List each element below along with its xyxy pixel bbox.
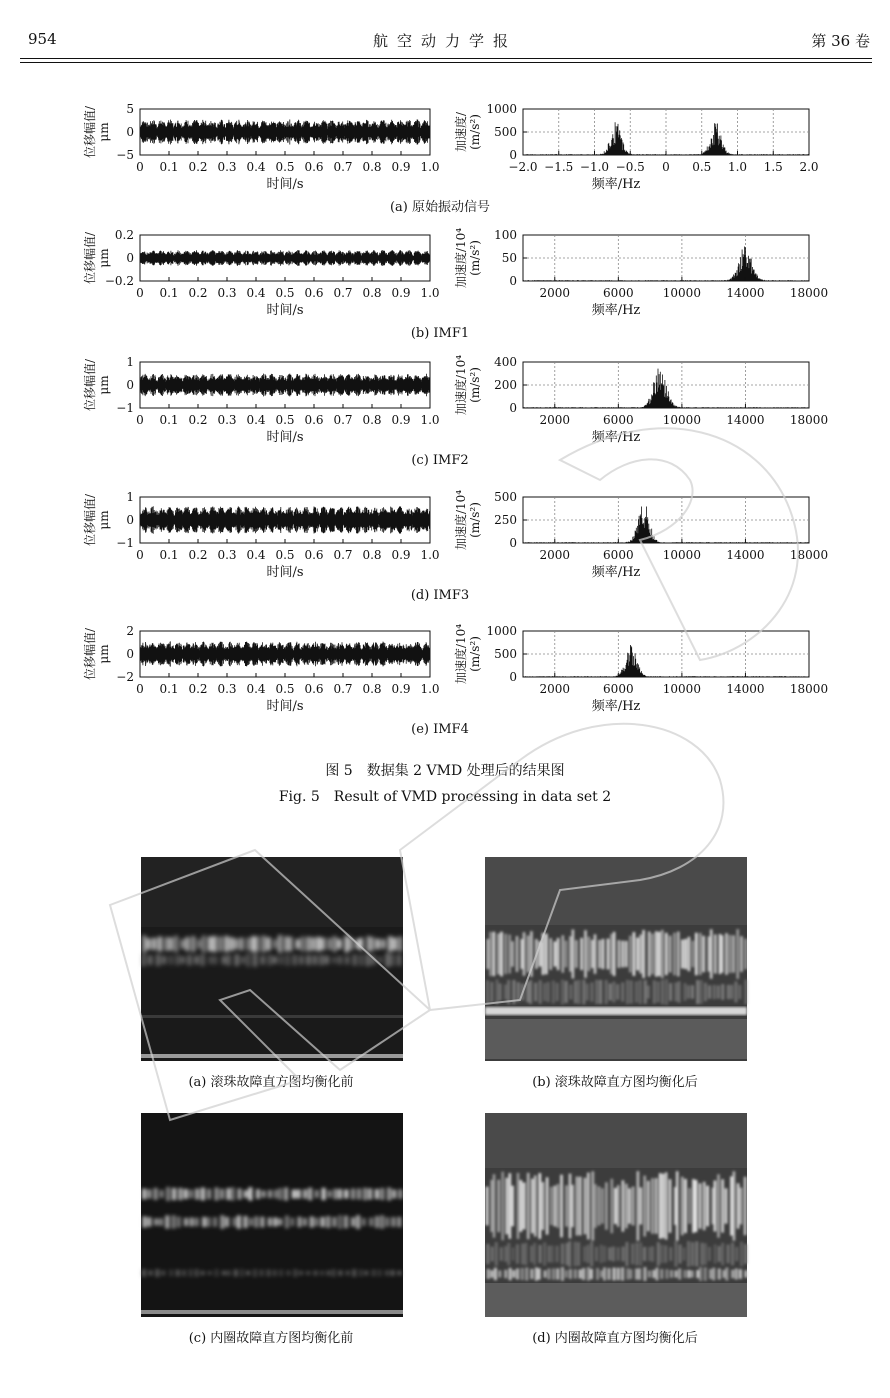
freq-axis-label: 频率/Hz xyxy=(591,565,641,580)
x-tick-label: 0.6 xyxy=(304,286,324,300)
y-tick-label: 0 xyxy=(126,378,134,392)
x-tick-label: 0 xyxy=(136,160,144,174)
subfigure-caption: (e) IMF4 xyxy=(411,722,469,737)
caption-panel-c: (c) 内圈故障直方图均衡化前 xyxy=(188,1331,354,1346)
time-axis-label: 时间/s xyxy=(266,177,304,192)
x-tick-label: 1.0 xyxy=(420,548,440,562)
x-tick-label: 2000 xyxy=(539,286,571,300)
spectrogram-inner-before xyxy=(141,1113,403,1317)
x-tick-label: 0.7 xyxy=(333,682,353,696)
x-tick-label: 10000 xyxy=(662,413,701,427)
header-rule-bottom xyxy=(20,62,872,63)
x-tick-label: 0.1 xyxy=(159,682,179,696)
time-axis-label: 时间/s xyxy=(266,699,304,714)
x-tick-label: 2000 xyxy=(539,413,571,427)
x-tick-label: 0.4 xyxy=(246,286,266,300)
freq-axis-label: 频率/Hz xyxy=(591,177,641,192)
caption-panel-b: (b) 滚珠故障直方图均衡化后 xyxy=(532,1075,698,1090)
subfigure-caption: (b) IMF1 xyxy=(410,326,470,341)
subfigure-caption: (d) IMF3 xyxy=(410,588,470,603)
freq-axis-label: 频率/Hz xyxy=(591,430,641,445)
freq-axis-label: 频率/Hz xyxy=(591,303,641,318)
x-tick-label: 0.7 xyxy=(333,548,353,562)
freq-y-label: 加速度/10⁴(m/s²) xyxy=(454,489,482,551)
x-tick-label: 0.7 xyxy=(333,413,353,427)
x-tick-label: 18000 xyxy=(789,548,829,562)
x-tick-label: 6000 xyxy=(603,413,634,427)
x-tick-label: 14000 xyxy=(726,286,765,300)
x-tick-label: 1.0 xyxy=(420,682,440,696)
x-tick-label: 0.5 xyxy=(692,160,712,174)
y-tick-label: 0 xyxy=(126,251,134,265)
x-tick-label: 14000 xyxy=(726,682,765,696)
y-tick-label: 250 xyxy=(494,513,517,527)
x-tick-label: 0.5 xyxy=(275,413,295,427)
x-tick-label: 0.2 xyxy=(188,682,208,696)
x-tick-label: −2.0 xyxy=(508,160,538,174)
x-tick-label: 10000 xyxy=(662,286,701,300)
y-tick-label: 50 xyxy=(501,251,517,265)
y-tick-label: 400 xyxy=(494,355,517,369)
x-tick-label: 0.7 xyxy=(333,160,353,174)
x-tick-label: 0.7 xyxy=(333,286,353,300)
x-tick-label: 0 xyxy=(136,548,144,562)
x-tick-label: 0.4 xyxy=(246,682,266,696)
x-tick-label: 6000 xyxy=(603,548,634,562)
x-tick-label: 0.9 xyxy=(391,548,411,562)
time-y-label: 位移幅值/μm xyxy=(83,105,111,159)
figure-5-row-2 xyxy=(82,228,828,341)
x-tick-label: 0.5 xyxy=(275,286,295,300)
figure-5-row-4 xyxy=(82,490,828,603)
freq-plot-frame xyxy=(523,109,809,155)
x-tick-label: 6000 xyxy=(603,286,634,300)
x-tick-label: 0.3 xyxy=(217,160,237,174)
x-tick-label: 0.3 xyxy=(217,682,237,696)
time-axis-label: 时间/s xyxy=(266,303,304,318)
y-tick-label: 1000 xyxy=(486,624,517,638)
page-number: 954 xyxy=(28,30,57,48)
y-tick-label: 0 xyxy=(509,401,517,415)
x-tick-label: 14000 xyxy=(726,413,765,427)
y-tick-label: 1 xyxy=(126,355,134,369)
x-tick-label: 10000 xyxy=(662,682,701,696)
spectrogram-inner-after xyxy=(485,1113,747,1317)
x-tick-label: 18000 xyxy=(789,413,829,427)
x-tick-label: 0.6 xyxy=(304,548,324,562)
y-tick-label: 0 xyxy=(509,274,517,288)
time-y-label: 位移幅值/μm xyxy=(83,358,111,412)
time-y-label: 位移幅值/μm xyxy=(83,627,111,681)
x-tick-label: 0 xyxy=(136,682,144,696)
time-y-label: 位移幅值/μm xyxy=(83,493,111,547)
y-tick-label: 500 xyxy=(494,125,517,139)
x-tick-label: 0.5 xyxy=(275,682,295,696)
x-tick-label: 0.1 xyxy=(159,160,179,174)
x-tick-label: 0.4 xyxy=(246,413,266,427)
y-tick-label: 0 xyxy=(509,670,517,684)
y-tick-label: 0 xyxy=(126,513,134,527)
header-rule-top xyxy=(20,58,872,59)
y-tick-label: 200 xyxy=(494,378,517,392)
x-tick-label: 0.6 xyxy=(304,413,324,427)
x-tick-label: 0.3 xyxy=(217,286,237,300)
volume-label: 第 36 卷 xyxy=(811,32,870,50)
x-tick-label: 0.9 xyxy=(391,286,411,300)
y-tick-label: −1 xyxy=(116,401,134,415)
y-tick-label: 100 xyxy=(494,228,517,242)
x-tick-label: 1.0 xyxy=(727,160,748,174)
y-tick-label: −2 xyxy=(116,670,134,684)
x-tick-label: 0.1 xyxy=(159,286,179,300)
caption-panel-a: (a) 滚珠故障直方图均衡化前 xyxy=(188,1075,354,1090)
x-tick-label: 0.2 xyxy=(188,413,208,427)
freq-plot-frame xyxy=(523,631,809,677)
figure-5-row-1 xyxy=(82,102,819,215)
x-tick-label: 1.0 xyxy=(420,160,440,174)
x-tick-label: 0.8 xyxy=(362,286,382,300)
x-tick-label: 0.3 xyxy=(217,413,237,427)
freq-y-label: 加速度/10⁴(m/s²) xyxy=(454,354,482,416)
x-tick-label: 0.9 xyxy=(391,160,411,174)
x-tick-label: 0.1 xyxy=(159,413,179,427)
x-tick-label: 6000 xyxy=(603,682,634,696)
freq-axis-label: 频率/Hz xyxy=(591,699,641,714)
x-tick-label: 0.6 xyxy=(304,160,324,174)
x-tick-label: 0 xyxy=(662,160,670,174)
y-tick-label: 0 xyxy=(509,148,517,162)
x-tick-label: 10000 xyxy=(662,548,701,562)
freq-y-label: 加速度/10⁴(m/s²) xyxy=(454,227,482,289)
y-tick-label: −5 xyxy=(116,148,134,162)
y-tick-label: 0.2 xyxy=(114,228,134,242)
figure-5-caption-en: Fig. 5 Result of VMD processing in data set 2 xyxy=(278,789,612,805)
x-tick-label: 1.5 xyxy=(763,160,783,174)
y-tick-label: 500 xyxy=(494,490,517,504)
freq-y-label: 加速度/(m/s²) xyxy=(454,111,482,153)
time-y-label: 位移幅值/μm xyxy=(83,231,111,285)
x-tick-label: 0.2 xyxy=(188,548,208,562)
x-tick-label: 0.3 xyxy=(217,548,237,562)
subfigure-caption: (c) IMF2 xyxy=(411,453,469,468)
x-tick-label: 0.2 xyxy=(188,286,208,300)
x-tick-label: 0.2 xyxy=(188,160,208,174)
x-tick-label: −1.5 xyxy=(544,160,574,174)
figure-5-vmd-plots xyxy=(68,100,829,740)
x-tick-label: 0.4 xyxy=(246,548,266,562)
freq-y-label: 加速度/10⁴(m/s²) xyxy=(454,623,482,685)
x-tick-label: 1.0 xyxy=(420,413,440,427)
x-tick-label: 18000 xyxy=(789,286,829,300)
x-tick-label: 0.9 xyxy=(391,682,411,696)
x-tick-label: 0.8 xyxy=(362,160,382,174)
time-axis-label: 时间/s xyxy=(266,565,304,580)
spectrogram-ball-after xyxy=(485,857,747,1061)
y-tick-label: 0 xyxy=(509,536,517,550)
x-tick-label: 1.0 xyxy=(420,286,440,300)
x-tick-label: 0.5 xyxy=(275,160,295,174)
y-tick-label: −0.2 xyxy=(104,274,134,288)
figure-5-row-5 xyxy=(82,624,828,737)
x-tick-label: 18000 xyxy=(789,682,829,696)
y-tick-label: 5 xyxy=(126,102,134,116)
y-tick-label: −1 xyxy=(116,536,134,550)
x-tick-label: 0 xyxy=(136,286,144,300)
spectrogram-ball-before xyxy=(141,857,403,1061)
x-tick-label: 0.8 xyxy=(362,413,382,427)
y-tick-label: 1 xyxy=(126,490,134,504)
y-tick-label: 0 xyxy=(126,647,134,661)
x-tick-label: 0.9 xyxy=(391,413,411,427)
freq-plot-frame xyxy=(523,497,809,543)
x-tick-label: 0.1 xyxy=(159,548,179,562)
x-tick-label: 2000 xyxy=(539,682,571,696)
journal-title: 航空动力学报 xyxy=(372,32,517,50)
y-tick-label: 1000 xyxy=(486,102,517,116)
x-tick-label: 0 xyxy=(136,413,144,427)
y-tick-label: 500 xyxy=(494,647,517,661)
x-tick-label: 0.8 xyxy=(362,682,382,696)
figure-5-row-3 xyxy=(82,355,828,468)
x-tick-label: 2.0 xyxy=(799,160,819,174)
figure-5-caption-cn: 图 5 数据集 2 VMD 处理后的结果图 xyxy=(325,763,565,779)
x-tick-label: 14000 xyxy=(726,548,765,562)
x-tick-label: 0.8 xyxy=(362,548,382,562)
y-tick-label: 0 xyxy=(126,125,134,139)
x-tick-label: 0.4 xyxy=(246,160,266,174)
caption-panel-d: (d) 内圈故障直方图均衡化后 xyxy=(532,1331,698,1346)
x-tick-label: 0.6 xyxy=(304,682,324,696)
x-tick-label: 2000 xyxy=(539,548,571,562)
x-tick-label: −1.0 xyxy=(579,160,610,174)
time-axis-label: 时间/s xyxy=(266,430,304,445)
x-tick-label: 0.5 xyxy=(275,548,295,562)
freq-plot-frame xyxy=(523,235,809,281)
x-tick-label: −0.5 xyxy=(615,160,645,174)
subfigure-caption: (a) 原始振动信号 xyxy=(389,200,491,215)
y-tick-label: 2 xyxy=(126,624,134,638)
